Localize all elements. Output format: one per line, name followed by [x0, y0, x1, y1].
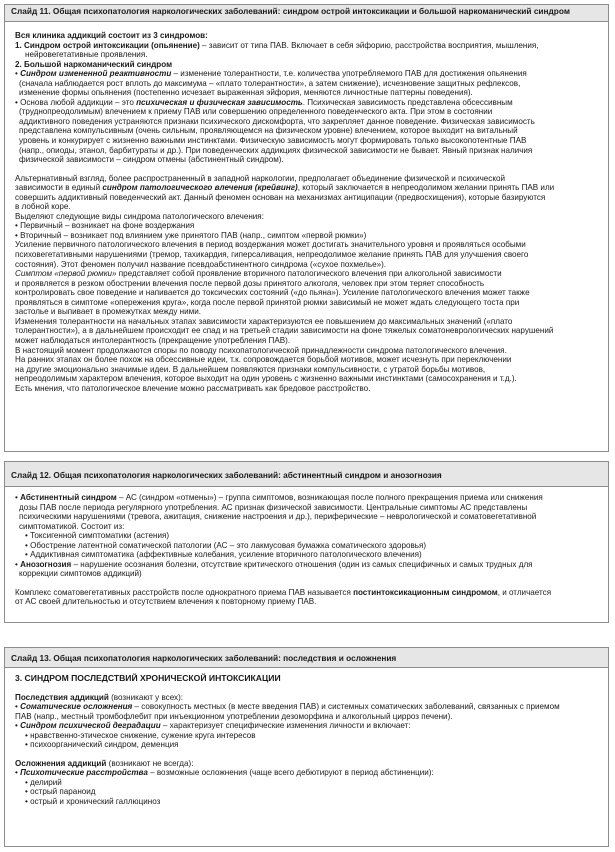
somatic-para: • Соматические осложнения – совокупность местных (в месте введения ПАВ) и системных соматических заболеваний, связанных с приемом — [15, 702, 560, 712]
psychotic-para: • Психотические расстройства – возможные осложнения (чаще всего дебютируют в период абстиненции): — [15, 768, 434, 778]
anosognosia-para: • Анозогнозия – нарушение осознания болезни, отсутствие критического отношения (один из самых специфичных и самых трудных для — [15, 559, 533, 569]
withdrawal-item: • Аддиктивная симптоматика (аффективные колебания, усиление вторичного патологического влечения) — [25, 550, 422, 560]
craving-types-intro: Выделяют следующие виды синдрома патологического влечения: — [15, 211, 264, 221]
degradation-para: • Синдром психической деградации – характеризует специфические изменения личности и включает: — [15, 721, 411, 731]
psychotic-item: • острый параноид — [25, 787, 96, 797]
spacer — [15, 579, 600, 588]
slide-12-title: Слайд 12. Общая психопатология наркологических заболеваний: абстинентный синдром и анозогнозия — [5, 462, 608, 487]
dependence-line: аддиктивного поведения устраняются признаки психического дискомфорта, что закрепляет данное поведение. Физическая зависимость — [19, 116, 535, 126]
dependence-pre: Основа любой аддикции – это — [20, 97, 137, 107]
complex-post: , и отличается — [497, 587, 552, 597]
first-drink-line: проявляться в симптоме «опережения круга», когда после первой принятой рюмки зависимый не может ждать следующего тоста при — [15, 297, 520, 307]
intro-text: Вся клиника аддикций состоит из 3 синдромов: — [15, 31, 208, 40]
complications-heading — [15, 759, 600, 769]
section-heading: 3. СИНДРОМ ПОСЛЕДСТВИЙ ХРОНИЧЕСКОЙ ИНТОКСИКАЦИИ — [15, 673, 281, 683]
debate-line: непреодолимым характером влечения, которое выходит на один уровень с жизненно важными инстинктами (самосохранения и т.д.). — [15, 374, 517, 384]
anosognosia-text: – нарушение осознания болезни, отсутствие критического отношения (один из самых специфичных и самых трудных для — [71, 559, 533, 569]
spacer — [15, 750, 600, 759]
item-1-label: 1. Синдром острой интоксикации (опьянение) — [15, 40, 200, 50]
psychotic-text: – возможные осложнения (чаще всего дебютируют в период абстиненции): — [147, 768, 434, 778]
psychotic-item: • острый и хронический галлюциноз — [25, 797, 161, 807]
dependence-label: психическая и физическая зависимость — [136, 97, 303, 107]
consequences-label: Последствия аддикций — [15, 692, 109, 702]
alt-line-1: Альтернативный взгляд, более распространенный в западной наркологии, предполагает объединение физической и психической — [15, 173, 506, 183]
somatic-line-2: ПАВ (напр., местный тромбофлебит при инъекционном употреблении дезоморфина и алкогольный цирроз печени). — [15, 711, 453, 721]
spacer — [15, 684, 600, 693]
increase-line: состояния). Этот феномен получил название псевдоабстинентного синдрома («сухое похмелье»). — [15, 259, 387, 269]
dependence-line: физической зависимости – синдром отмены (абстинентный синдром). — [19, 155, 284, 165]
item-1-text: – зависит от типа ПАВ. Включает в себя эйфорию, расстройства восприятия, мышления, — [199, 40, 539, 50]
dependence-para: • Основа любой аддикции – это психическая и физическая зависимость. Психическая зависимость представлена обсессивным — [15, 97, 513, 107]
degradation-label: Синдром психической деградации — [20, 721, 161, 731]
first-drink-text: представляет собой проявление вторичного патологического влечения при алкогольной зависимости — [116, 269, 502, 279]
complex-term: постинтоксикационным синдромом — [353, 587, 498, 597]
complex-line-2: от АС своей длительностью и отсутствием влечения к повторному приему ПАВ. — [15, 597, 317, 607]
first-drink-line: застолье и выпивает в промежутках между ними. — [15, 307, 201, 317]
dependence-line: уровень и конкурирует с жизненно важными инстинктами. Физическую зависимость могут формировать только высокопотентные ПАВ — [19, 136, 527, 146]
withdrawal-line: психическими нарушениями (тревога, ажитация, снижение настроения и др.), периферические – неврологической и соматовегетативной — [19, 512, 537, 522]
withdrawal-label: Абстинентный синдром — [20, 493, 117, 502]
first-drink-para — [15, 269, 600, 279]
craving-label: синдром патологического влечения (крейвинг) — [102, 183, 298, 193]
withdrawal-line: дозы ПАВ после периода регулярного употребления. АС признак физической зависимости. Центральные симптомы АС представлены — [19, 502, 528, 512]
withdrawal-item: • Токсигенной симптоматики (астения) — [25, 531, 170, 541]
withdrawal-para: • Абстинентный синдром – АС (синдром «отмены») – группа симптомов, возникающая после полного прекращения приема или снижения — [15, 493, 543, 502]
tolerance-line: Изменения толерантности на начальных этапах зависимости характеризуются ее повышением до максимальных значений («плато — [15, 316, 513, 326]
slide-12-body — [5, 487, 608, 607]
somatic-label: Соматические осложнения — [20, 702, 133, 712]
reactivity-line: (сначала наблюдается рост вплоть до максимума – «плато толерантности», а затем снижение), исчезновение защитных рефлексов, — [19, 78, 521, 88]
slide-13-title: Слайд 13. Общая психопатология наркологических заболеваний: последствия и осложнения — [5, 648, 608, 668]
item-1-text-2: нейровегетативные проявления. — [25, 50, 148, 60]
degradation-item: • психоорганический синдром, деменция — [25, 740, 179, 750]
item-2-label: 2. Большой наркоманический синдром — [15, 59, 173, 69]
increase-line: Усиление первичного патологического влечения в период воздержания может достигать значительного уровня и проявляться особыми — [15, 240, 526, 250]
reactivity-label: Синдром измененной реактивности — [20, 69, 172, 79]
slide-12 — [4, 461, 609, 623]
degradation-item: • нравственно-этическое снижение, сужение круга интересов — [25, 730, 256, 740]
reactivity-line: изменение формы опьянения (постепенно исчезает выраженная эйфория, меняются личностные паттерны поведения). — [19, 88, 473, 98]
first-drink-label: Симптом «первой рюмки» — [15, 269, 117, 279]
dependence-line: (труднопреодолимым) влечением к приему ПАВ или совершению определенного поведенческого акта. При этом в состоянии — [19, 107, 493, 117]
complications-label: Осложнения аддикций — [15, 758, 107, 768]
first-drink-line: и проявляется в резком обострении влечения после первой дозы принятого алкоголя, человек при этом теряет способность — [15, 278, 485, 288]
anosognosia-line-2: коррекции симптомов аддикций) — [19, 569, 142, 579]
complications-suffix: (возникают не всегда): — [106, 758, 194, 768]
consequences-heading — [15, 693, 600, 703]
psychotic-item: • делирий — [25, 777, 62, 787]
dependence-text: . Психическая зависимость представлена обсессивным — [302, 97, 513, 107]
debate-line: Есть мнения, что патологическое влечение можно рассматривать как бредовое расстройство. — [15, 383, 371, 393]
dependence-line: (напр., опиоды, этанол, барбитураты и др.). При поведенческих аддикциях физической зависимости не бывает. Явный признак наличия — [19, 145, 533, 155]
slide-11-body — [5, 22, 608, 393]
secondary-craving: • Вторичный – возникает под влиянием уже принятого ПАВ (напр., симптом «первой рюмки») — [15, 230, 367, 240]
item-1 — [15, 41, 600, 51]
reactivity-text: – изменение толерантности, т.е. количества употребляемого ПАВ для достижения опьянения — [171, 69, 527, 79]
primary-craving: • Первичный – возникает на фоне воздержания — [15, 221, 195, 231]
complex-pre: Комплекс соматовегетативных расстройств после однократного приема ПАВ называется — [15, 587, 354, 597]
alt-line-2 — [15, 183, 600, 193]
alt-line-2-pre: зависимости в единый — [15, 183, 103, 193]
tolerance-line: толерантности»), а в дальнейшем происходит ее спад и на третьей стадии зависимости на фоне тяжелых соматоневрологических нарушений — [15, 326, 554, 336]
reactivity-para: • Синдром измененной реактивности – изменение толерантности, т.е. количества употребляемого ПАВ для достижения опьянения — [15, 69, 527, 79]
slide-13 — [4, 647, 609, 847]
somatic-text: – совокупность местных (в месте введения ПАВ) и системных соматических заболеваний, связанных с приемом — [132, 702, 560, 712]
degradation-text: – характеризует специфические изменения личности и включает: — [160, 721, 411, 731]
complex-para — [15, 588, 600, 598]
dependence-line: представлена компульсивным (очень сильным, проявляющемся на физическом уровне) влечением, которое выходит на витальный — [19, 126, 518, 136]
alt-line-2-post: , который заключается в непреодолимом желании принять ПАВ или — [297, 183, 555, 193]
anosognosia-label: Анозогнозия — [20, 559, 72, 569]
psychotic-label: Психотические расстройства — [20, 768, 148, 778]
debate-line: В настоящий момент продолжаются споры по поводу психопатологической принадлежности синдрома патологического влечения. — [15, 345, 507, 355]
withdrawal-item: • Обострение латентной соматической патологии (АС – это лакмусовая бумажка соматического здоровья) — [25, 540, 427, 550]
increase-line: психовегетативными нарушениями (тремор, тахикардия, гиперсаливация, непреодолимое желание принять ПАВ для улучшения своего — [15, 250, 529, 260]
slide-11-title: Слайд 11. Общая психопатология наркологических заболеваний: синдром острой интоксикации и большой наркоманический синдром — [5, 5, 608, 22]
alt-line: совершить аддиктивный поведенческий акт. Данный феномен основан на механизмах антиципации (предвосхищения), которые базируются — [15, 192, 546, 202]
debate-line: на другие эмоционально значимые идеи. В дальнейшем появляются признаки компульсивности, с утратой борьбы мотивов, — [15, 364, 486, 374]
first-drink-line: контролировать свое поведение и напивается до токсических состояний («до пьяна»). Усиление патологического влечения может также — [15, 288, 530, 298]
withdrawal-line: симптоматикой. Состоит из: — [19, 521, 125, 531]
alt-line: в лобной коре. — [15, 202, 71, 212]
tolerance-line: может наблюдаться интолерантность (прекращение употребления ПАВ). — [15, 335, 291, 345]
consequences-suffix: (возникают у всех): — [108, 692, 184, 702]
spacer — [15, 165, 600, 174]
debate-line: На ранних этапах он более похож на обсессивные идеи, т.к. сопровождается борьбой мотивов, может исчезнуть при переключении — [15, 355, 512, 365]
withdrawal-text: – АС (синдром «отмены») – группа симптомов, возникающая после полного прекращения приема или снижения — [116, 493, 543, 502]
slide-11 — [4, 4, 609, 452]
slide-13-body — [5, 668, 608, 807]
